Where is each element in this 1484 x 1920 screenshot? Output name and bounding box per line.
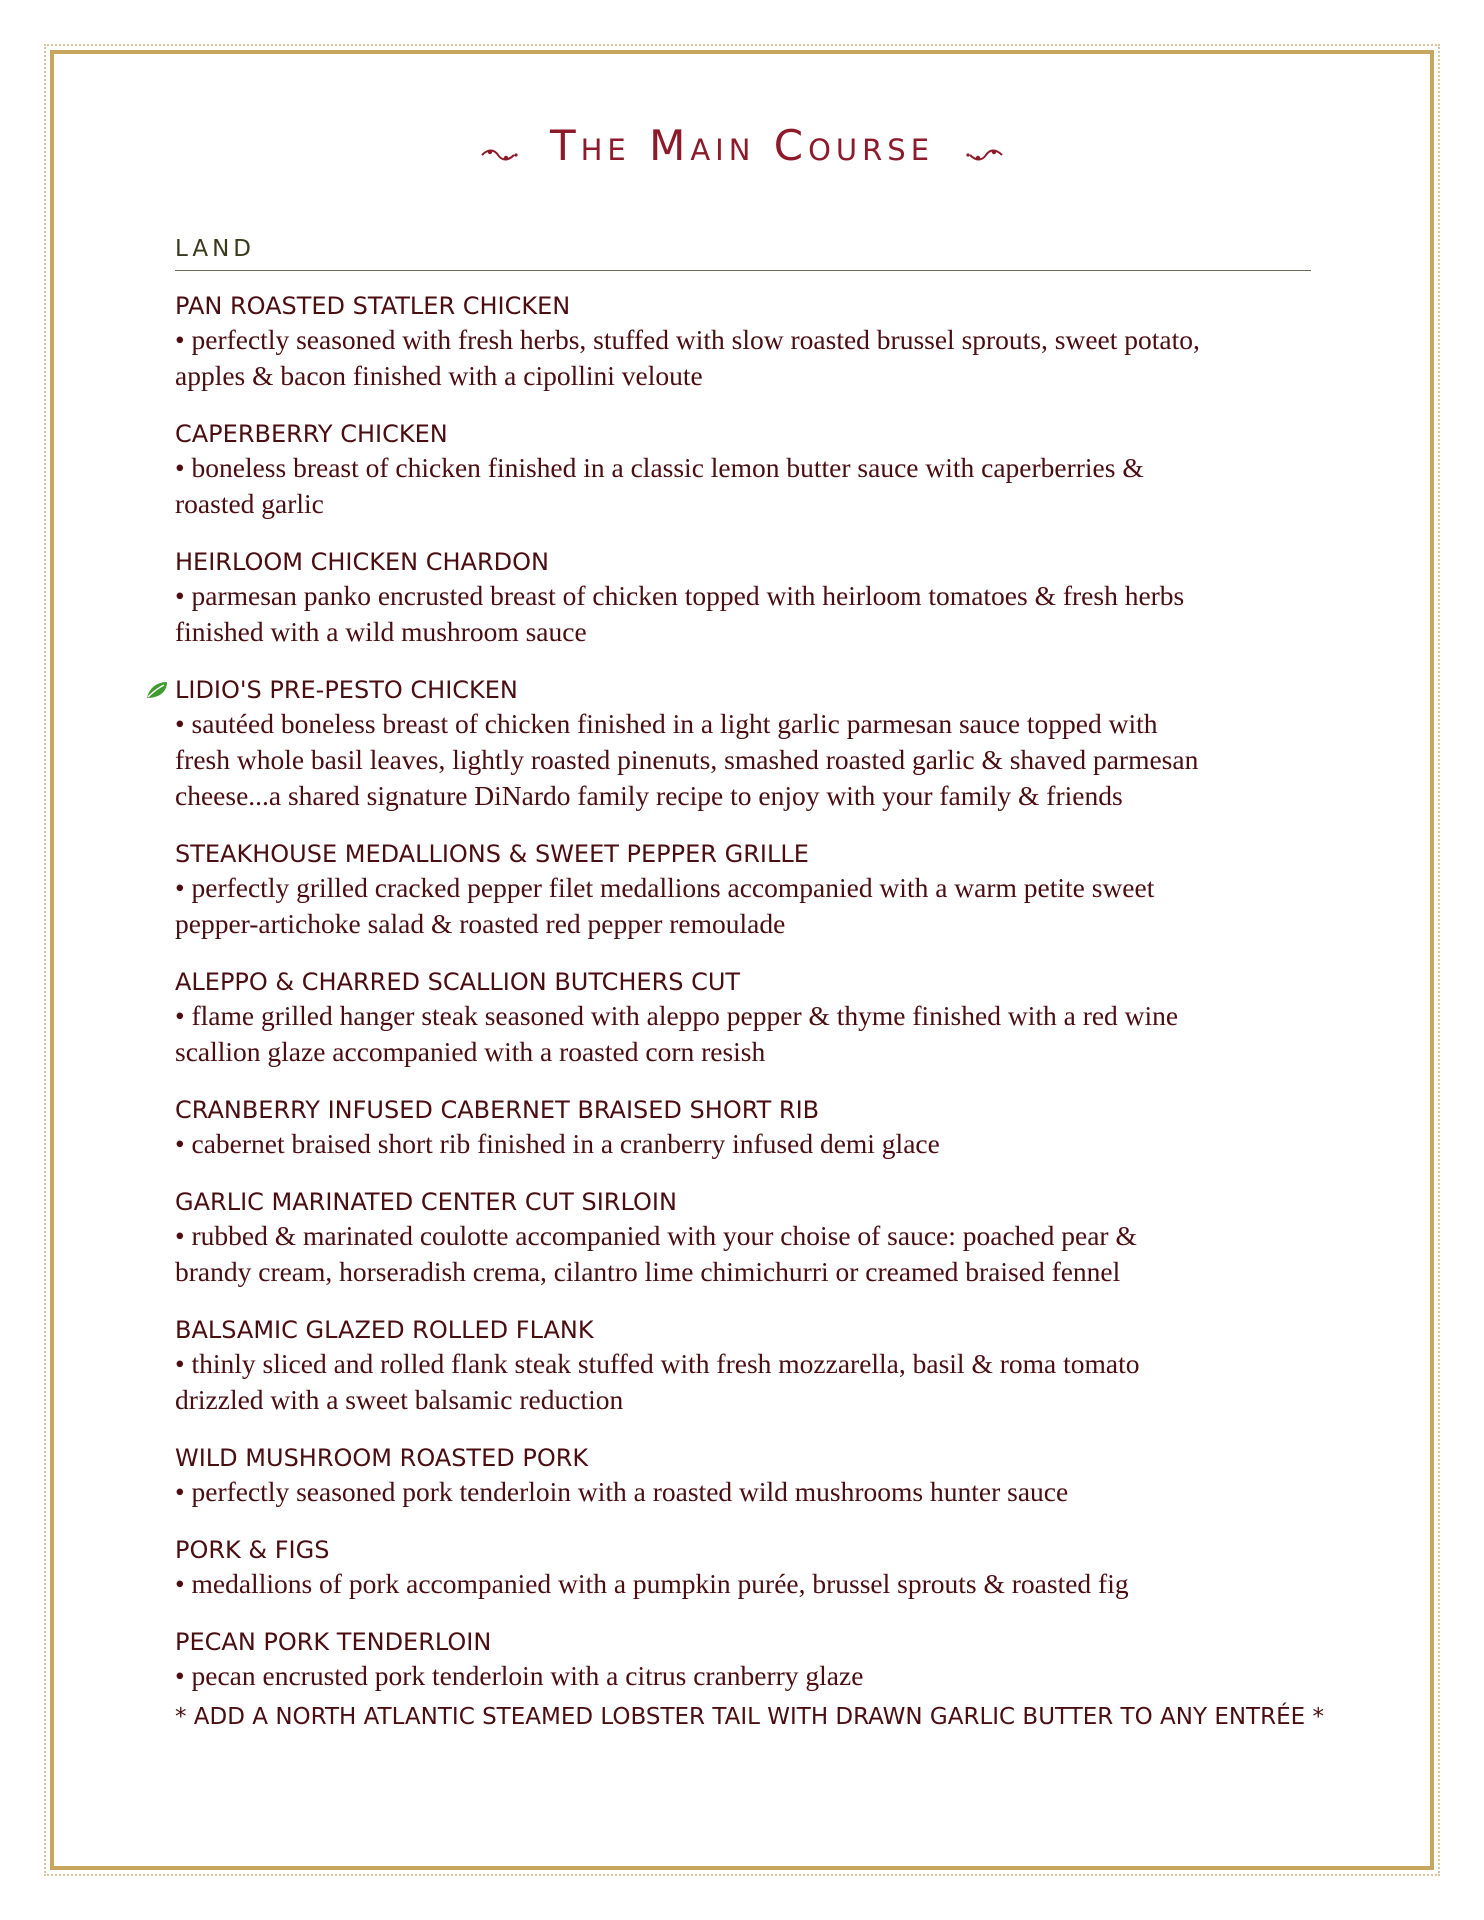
left-flourish-icon <box>480 121 518 177</box>
menu-item-description <box>175 706 1235 814</box>
menu-item-description <box>175 1126 1235 1162</box>
menu-item-name: CAPERBERRY CHICKEN <box>175 420 448 448</box>
description-line: • perfectly seasoned with fresh herbs, stuffed with slow roasted brussel sprouts, sweet potato, <box>175 324 1200 355</box>
description-line: pepper-artichoke salad & roasted red pepper remoulade <box>175 908 786 939</box>
menu-item-description <box>175 1658 1235 1694</box>
menu-item-description <box>175 1346 1235 1418</box>
menu-item-description <box>175 870 1235 942</box>
description-line: • parmesan panko encrusted breast of chicken topped with heirloom tomatoes & fresh herbs <box>175 580 1185 611</box>
menu-item <box>175 674 1235 814</box>
description-line: scallion glaze accompanied with a roasted corn resish <box>175 1036 766 1067</box>
description-line: • thinly sliced and rolled flank steak stuffed with fresh mozzarella, basil & roma tomato <box>175 1348 1140 1379</box>
menu-item-description <box>175 998 1235 1070</box>
description-line: • pecan encrusted pork tenderloin with a citrus cranberry glaze <box>175 1660 864 1691</box>
menu-item <box>175 1314 1235 1418</box>
menu-item <box>175 838 1235 942</box>
menu-item-name: LIDIO'S PRE-PESTO CHICKEN <box>175 676 518 704</box>
menu-item-description <box>175 322 1235 394</box>
description-line: drizzled with a sweet balsamic reduction <box>175 1384 624 1415</box>
description-line: • sautéed boneless breast of chicken finished in a light garlic parmesan sauce topped with <box>175 708 1158 739</box>
description-line: • rubbed & marinated coulotte accompanied with your choise of sauce: poached pear & <box>175 1220 1137 1251</box>
menu-item-name: WILD MUSHROOM ROASTED PORK <box>175 1444 589 1472</box>
menu-list <box>175 290 1235 1718</box>
menu-item <box>175 290 1235 394</box>
menu-item <box>175 546 1235 650</box>
menu-item-name: PECAN PORK TENDERLOIN <box>175 1628 492 1656</box>
menu-item <box>175 1186 1235 1290</box>
description-line: brandy cream, horseradish crema, cilantro lime chimichurri or creamed braised fennel <box>175 1256 1121 1287</box>
description-line: roasted garlic <box>175 488 324 519</box>
description-line: cheese...a shared signature DiNardo family recipe to enjoy with your family & friends <box>175 780 1123 811</box>
leaf-icon <box>145 680 169 700</box>
description-line: apples & bacon finished with a cipollini veloute <box>175 360 703 391</box>
menu-item-description <box>175 1218 1235 1290</box>
menu-item-description <box>175 578 1235 650</box>
menu-item <box>175 1534 1235 1602</box>
description-line: • cabernet braised short rib finished in a cranberry infused demi glace <box>175 1128 940 1159</box>
section-heading-land: LAND <box>175 236 255 262</box>
menu-item <box>175 1094 1235 1162</box>
page-title: The Main Course <box>549 121 935 170</box>
section-divider <box>175 270 1311 271</box>
menu-item-name: CRANBERRY INFUSED CABERNET BRAISED SHORT RIB <box>175 1096 820 1124</box>
menu-item <box>175 418 1235 522</box>
right-flourish-icon <box>966 121 1004 177</box>
description-line: • medallions of pork accompanied with a pumpkin purée, brussel sprouts & roasted fig <box>175 1568 1129 1599</box>
menu-item-name: GARLIC MARINATED CENTER CUT SIRLOIN <box>175 1188 677 1216</box>
description-line: • perfectly seasoned pork tenderloin with a roasted wild mushrooms hunter sauce <box>175 1476 1069 1507</box>
menu-item-name: STEAKHOUSE MEDALLIONS & SWEET PEPPER GRILLE <box>175 840 809 868</box>
menu-item <box>175 1626 1235 1694</box>
menu-item-description <box>175 1474 1235 1510</box>
lobster-add-on-note: * ADD A NORTH ATLANTIC STEAMED LOBSTER TAIL WITH DRAWN GARLIC BUTTER TO ANY ENTRÉE * <box>175 1704 1324 1730</box>
page-title-row <box>0 118 1484 177</box>
description-line: • boneless breast of chicken finished in a classic lemon butter sauce with caperberries & <box>175 452 1144 483</box>
description-line: finished with a wild mushroom sauce <box>175 616 587 647</box>
menu-item <box>175 1442 1235 1510</box>
description-line: • flame grilled hanger steak seasoned with aleppo pepper & thyme finished with a red wine <box>175 1000 1179 1031</box>
description-line: fresh whole basil leaves, lightly roasted pinenuts, smashed roasted garlic & shaved parmesan <box>175 744 1199 775</box>
menu-item-description <box>175 450 1235 522</box>
menu-item-name: ALEPPO & CHARRED SCALLION BUTCHERS CUT <box>175 968 741 996</box>
description-line: • perfectly grilled cracked pepper filet medallions accompanied with a warm petite sweet <box>175 872 1155 903</box>
menu-item <box>175 966 1235 1070</box>
menu-item-name: BALSAMIC GLAZED ROLLED FLANK <box>175 1316 594 1344</box>
menu-item-name: PAN ROASTED STATLER CHICKEN <box>175 292 571 320</box>
menu-item-description <box>175 1566 1235 1602</box>
menu-item-name: PORK & FIGS <box>175 1536 330 1564</box>
menu-item-name: HEIRLOOM CHICKEN CHARDON <box>175 548 549 576</box>
